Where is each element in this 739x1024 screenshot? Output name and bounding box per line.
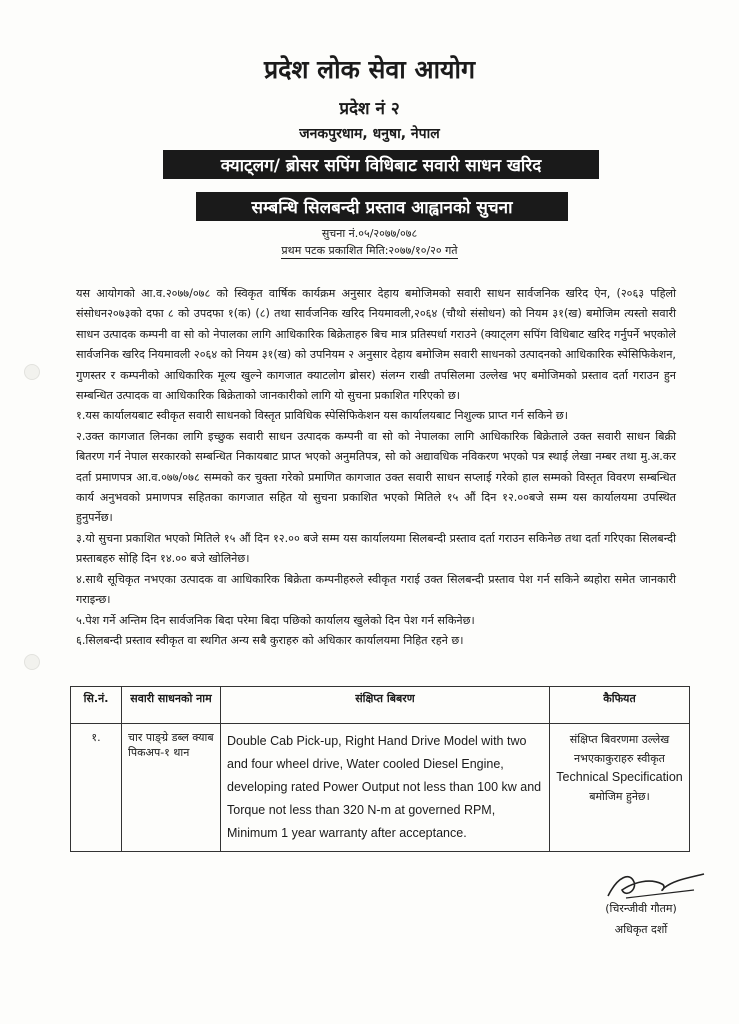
published-date-text: प्रथम पटक प्रकाशित मिति:२०७७/१०/२० गते bbox=[281, 244, 458, 257]
intro-paragraph: यस आयोगको आ.व.२०७७/०७८ को स्विकृत वार्षिक कार्यक्रम अनुसार देहाय बमोजिमको सवारी साधन सार्वजनिक खरिद ऐन, (२०६३ पहिलो संसोधन२०७३को दफा ८ को उपदफा १(क) (८) तथा सार्वजनिक खरिद नियमावली,२०६४ (चौथो संसोधन) को नियम ३१(ख) बमोजिम त्यस्तो सवारी साधन उत्पादक कम्पनी वा सो को नेपालका लागि आधिकारिक बिक्रेताहरु बिच मात्र प्रतिस्पर्धा गराउने (क्याट्लग सपिंग विधिबाट खरिद गर्नुपर्ने भएकोले सार्वजनिक खरिद नियमावली २०६४ को नियम ३१(ख) को उपनियम २ अनुसार देहाय बमोजिम सवारी साधनको उत्पादनको आधिकारिक स्पेसिफिकेशन, गुणस्तर र कम्पनीको आधिकारिक मूल्य खुल्ने कागजात क्याटलोग ब्रोसर) संलग्न राखी तपसिलमा उल्लेख भए बमोजिमको प्रस्ताव दर्ता गराउन हुन सम्बन्धित उत्पादक वा आधिकारिक बिक्रेताको जानकारीको लागि यो सुचना प्रकाशित गरिएको छ। bbox=[76, 287, 676, 403]
clause-4: ४.साथै सूचिकृत नभएका उत्पादक वा आधिकारिक बिक्रेता कम्पनीहरुले स्वीकृत गराई उक्त सिलबन्दी प्रस्ताव पेश गर्न सकिने ब्यहोरा समेत जानकारी गराइन्छ। bbox=[76, 572, 676, 607]
row-serial-number: १. bbox=[71, 724, 122, 852]
vehicle-spec-table bbox=[70, 686, 690, 852]
row-remarks bbox=[550, 724, 690, 852]
remarks-line-3: बमोजिम हुनेछ। bbox=[589, 790, 650, 803]
clause-1: १.यस कार्यालयबाट स्वीकृत सवारी साधनको विस्तृत प्राविधिक स्पेसिफिकेशन यस कार्यालयबाट निशुल्क प्राप्त गर्न सकिने छ। bbox=[76, 409, 569, 423]
signatory-title: अधिकृत दर्शो bbox=[614, 923, 668, 936]
notice-body bbox=[76, 284, 676, 651]
page-title: प्रदेश लोक सेवा आयोग bbox=[263, 55, 476, 84]
clause-5: ५.पेश गर्ने अन्तिम दिन सार्वजनिक बिदा परेमा बिदा पछिको कार्यालय खुलेको दिन पेश गर्न सकिनेछ। bbox=[76, 613, 475, 627]
clause-3: ३.यो सुचना प्रकाशित भएको मितिले १५ औं दिन १२.०० बजे सम्म यस कार्यालयमा सिलबन्दी प्रस्ताव दर्ता गराउन सकिनेछ तथा दर्ता गरिएका सिलबन्दी प्रस्ताबहरु सोहि दिन १४.०० बजे खोलिनेछ। bbox=[76, 531, 676, 566]
office-location: जनकपुरधाम, धनुषा, नेपाल bbox=[299, 126, 440, 142]
notice-heading-line-2: सम्बन्धि सिलबन्दी प्रस्ताव आह्वानको सुचना bbox=[196, 192, 568, 221]
signatory-name: (चिरन्जीवी गौतम) bbox=[605, 902, 677, 915]
notice-number: सुचना नं.०५/२०७७/०७८ bbox=[321, 227, 418, 240]
row-vehicle-name: चार पाङ्ग्रे डब्ल क्याब पिकअप-१ थान bbox=[122, 724, 221, 852]
table-header-row bbox=[71, 687, 690, 724]
punch-hole bbox=[24, 654, 40, 670]
notice-heading-line-1: क्याट्लग/ ब्रोसर सपिंग विधिबाट सवारी साधन खरिद bbox=[163, 150, 599, 179]
published-date bbox=[0, 243, 739, 258]
clause-6: ६.सिलबन्दी प्रस्ताव स्वीकृत वा स्थगित अन्य सबै कुराहरु को अधिकार कार्यालयमा निहित रहने छ। bbox=[76, 633, 464, 647]
row-description: Double Cab Pick-up, Right Hand Drive Model with two and four wheel drive, Water cooled Diesel Engine, developing rated Power Output not less than 100 kw and Torque not less than 320 N-m at governed RPM, Minimum 1 year warranty after acceptance. bbox=[221, 724, 550, 852]
remarks-line-1: संक्षिप्त बिवरणमा उल्लेख नभएकाकुराहरु स्वीकृत bbox=[569, 733, 670, 765]
header-serial-number: सि.नं. bbox=[71, 687, 122, 724]
signature-mark bbox=[604, 868, 708, 902]
punch-hole bbox=[24, 364, 40, 380]
header-vehicle-name: सवारी साधनको नाम bbox=[122, 687, 221, 724]
table-row bbox=[71, 724, 690, 852]
province-number: प्रदेश नं २ bbox=[339, 99, 400, 119]
clause-2: २.उक्त कागजात लिनका लागि इच्छुक सवारी साधन उत्पादक कम्पनी वा सो को नेपालका लागि आधिकारिक बिक्रेताले उक्त सवारी साधन बिक्री बितरण गर्न नेपाल सरकारको सम्बन्धित निकायबाट प्राप्त भएको अनुमतिपत्र, सो को अद्यावधिक नविकरण भएको पत्र स्थाई लेखा नम्बर तथा मु.अ.कर दर्ता प्रमाणपत्र आ.व.०७७/०७८ सम्मको कर चुक्ता गरेको प्रमाणित कागजात उक्त सवारी साधन सप्लाई गरेको हाल सम्मको विस्तृत विवरण सम्बन्धित कार्य अनुभवको प्रमाणपत्र सहितका कागजात सहित यो सुचना प्रकाशित भएको मितिले १५ औं दिन १२.००बजे सम्म यस कार्यालयमा उपस्थित हुनुपर्नेछ। bbox=[76, 429, 676, 525]
header-remarks: कैफियत bbox=[550, 687, 690, 724]
remarks-line-2: Technical Specification bbox=[556, 770, 683, 784]
header-brief-description: संक्षिप्त बिबरण bbox=[221, 687, 550, 724]
